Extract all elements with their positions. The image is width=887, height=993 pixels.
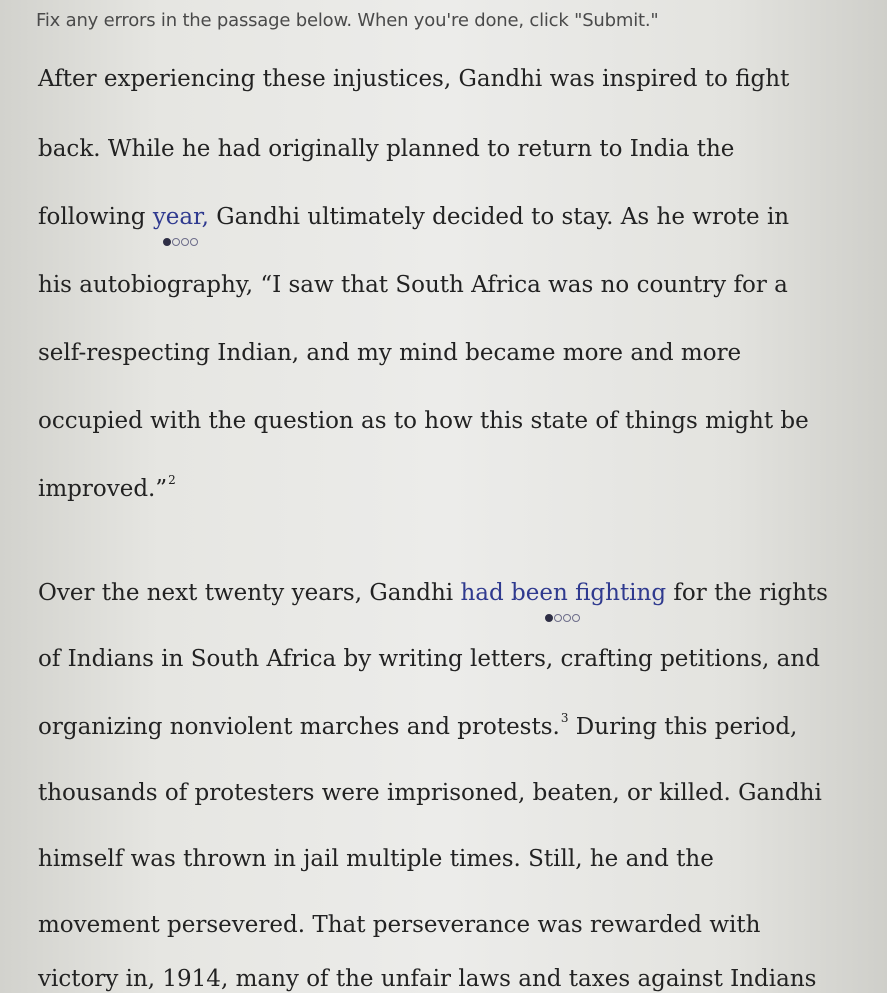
passage-text: Gandhi ultimately decided to stay. As he wrote in <box>208 204 790 230</box>
passage-line: self-respecting Indian, and my mind became more and more <box>38 340 742 366</box>
passage-line: his autobiography, “I saw that South Africa was no country for a <box>38 272 788 298</box>
passage-line: After experiencing these injustices, Gandhi was inspired to fight <box>38 66 790 92</box>
footnote-marker: 2 <box>168 473 176 487</box>
passage-line: himself was thrown in jail multiple times. Still, he and the <box>38 846 714 872</box>
passage-text: organizing nonviolent marches and protests. <box>38 714 560 740</box>
passage-text: for the rights <box>666 580 828 606</box>
progress-dot-empty <box>572 614 580 622</box>
passage-text: During this period, <box>568 714 798 740</box>
passage-text: following <box>38 204 153 230</box>
progress-dot-empty <box>190 238 198 246</box>
instruction-text: Fix any errors in the passage below. When you're done, click "Submit." <box>36 10 659 31</box>
token-progress-dots <box>163 228 199 251</box>
passage-text: improved.” <box>38 476 168 502</box>
progress-dot-empty <box>181 238 189 246</box>
progress-dot-empty <box>554 614 562 622</box>
editable-token-year[interactable] <box>153 204 209 230</box>
progress-dot-empty <box>172 238 180 246</box>
token-progress-dots <box>545 604 581 627</box>
passage-line <box>38 580 828 606</box>
passage-line: movement persevered. That perseverance was rewarded with <box>38 912 761 938</box>
token-text: year, <box>152 204 209 230</box>
progress-dot-filled <box>163 238 171 246</box>
passage-line: occupied with the question as to how this state of things might be <box>38 408 809 434</box>
passage-line <box>38 204 789 230</box>
passage-line: of Indians in South Africa by writing letters, crafting petitions, and <box>38 646 820 672</box>
passage-line: back. While he had originally planned to return to India the <box>38 136 735 162</box>
footnote-marker: 3 <box>560 711 569 725</box>
passage-line: thousands of protesters were imprisoned, beaten, or killed. Gandhi <box>38 780 822 806</box>
passage-text: Over the next twenty years, Gandhi <box>38 580 461 606</box>
progress-dot-empty <box>563 614 571 622</box>
editable-token-had-been-fighting[interactable] <box>460 580 666 606</box>
passage-line: victory in, 1914, many of the unfair laws and taxes against Indians <box>38 966 817 992</box>
token-text: had been fighting <box>460 580 667 606</box>
passage-line <box>38 711 798 740</box>
progress-dot-filled <box>545 614 553 622</box>
passage-line <box>38 473 176 502</box>
